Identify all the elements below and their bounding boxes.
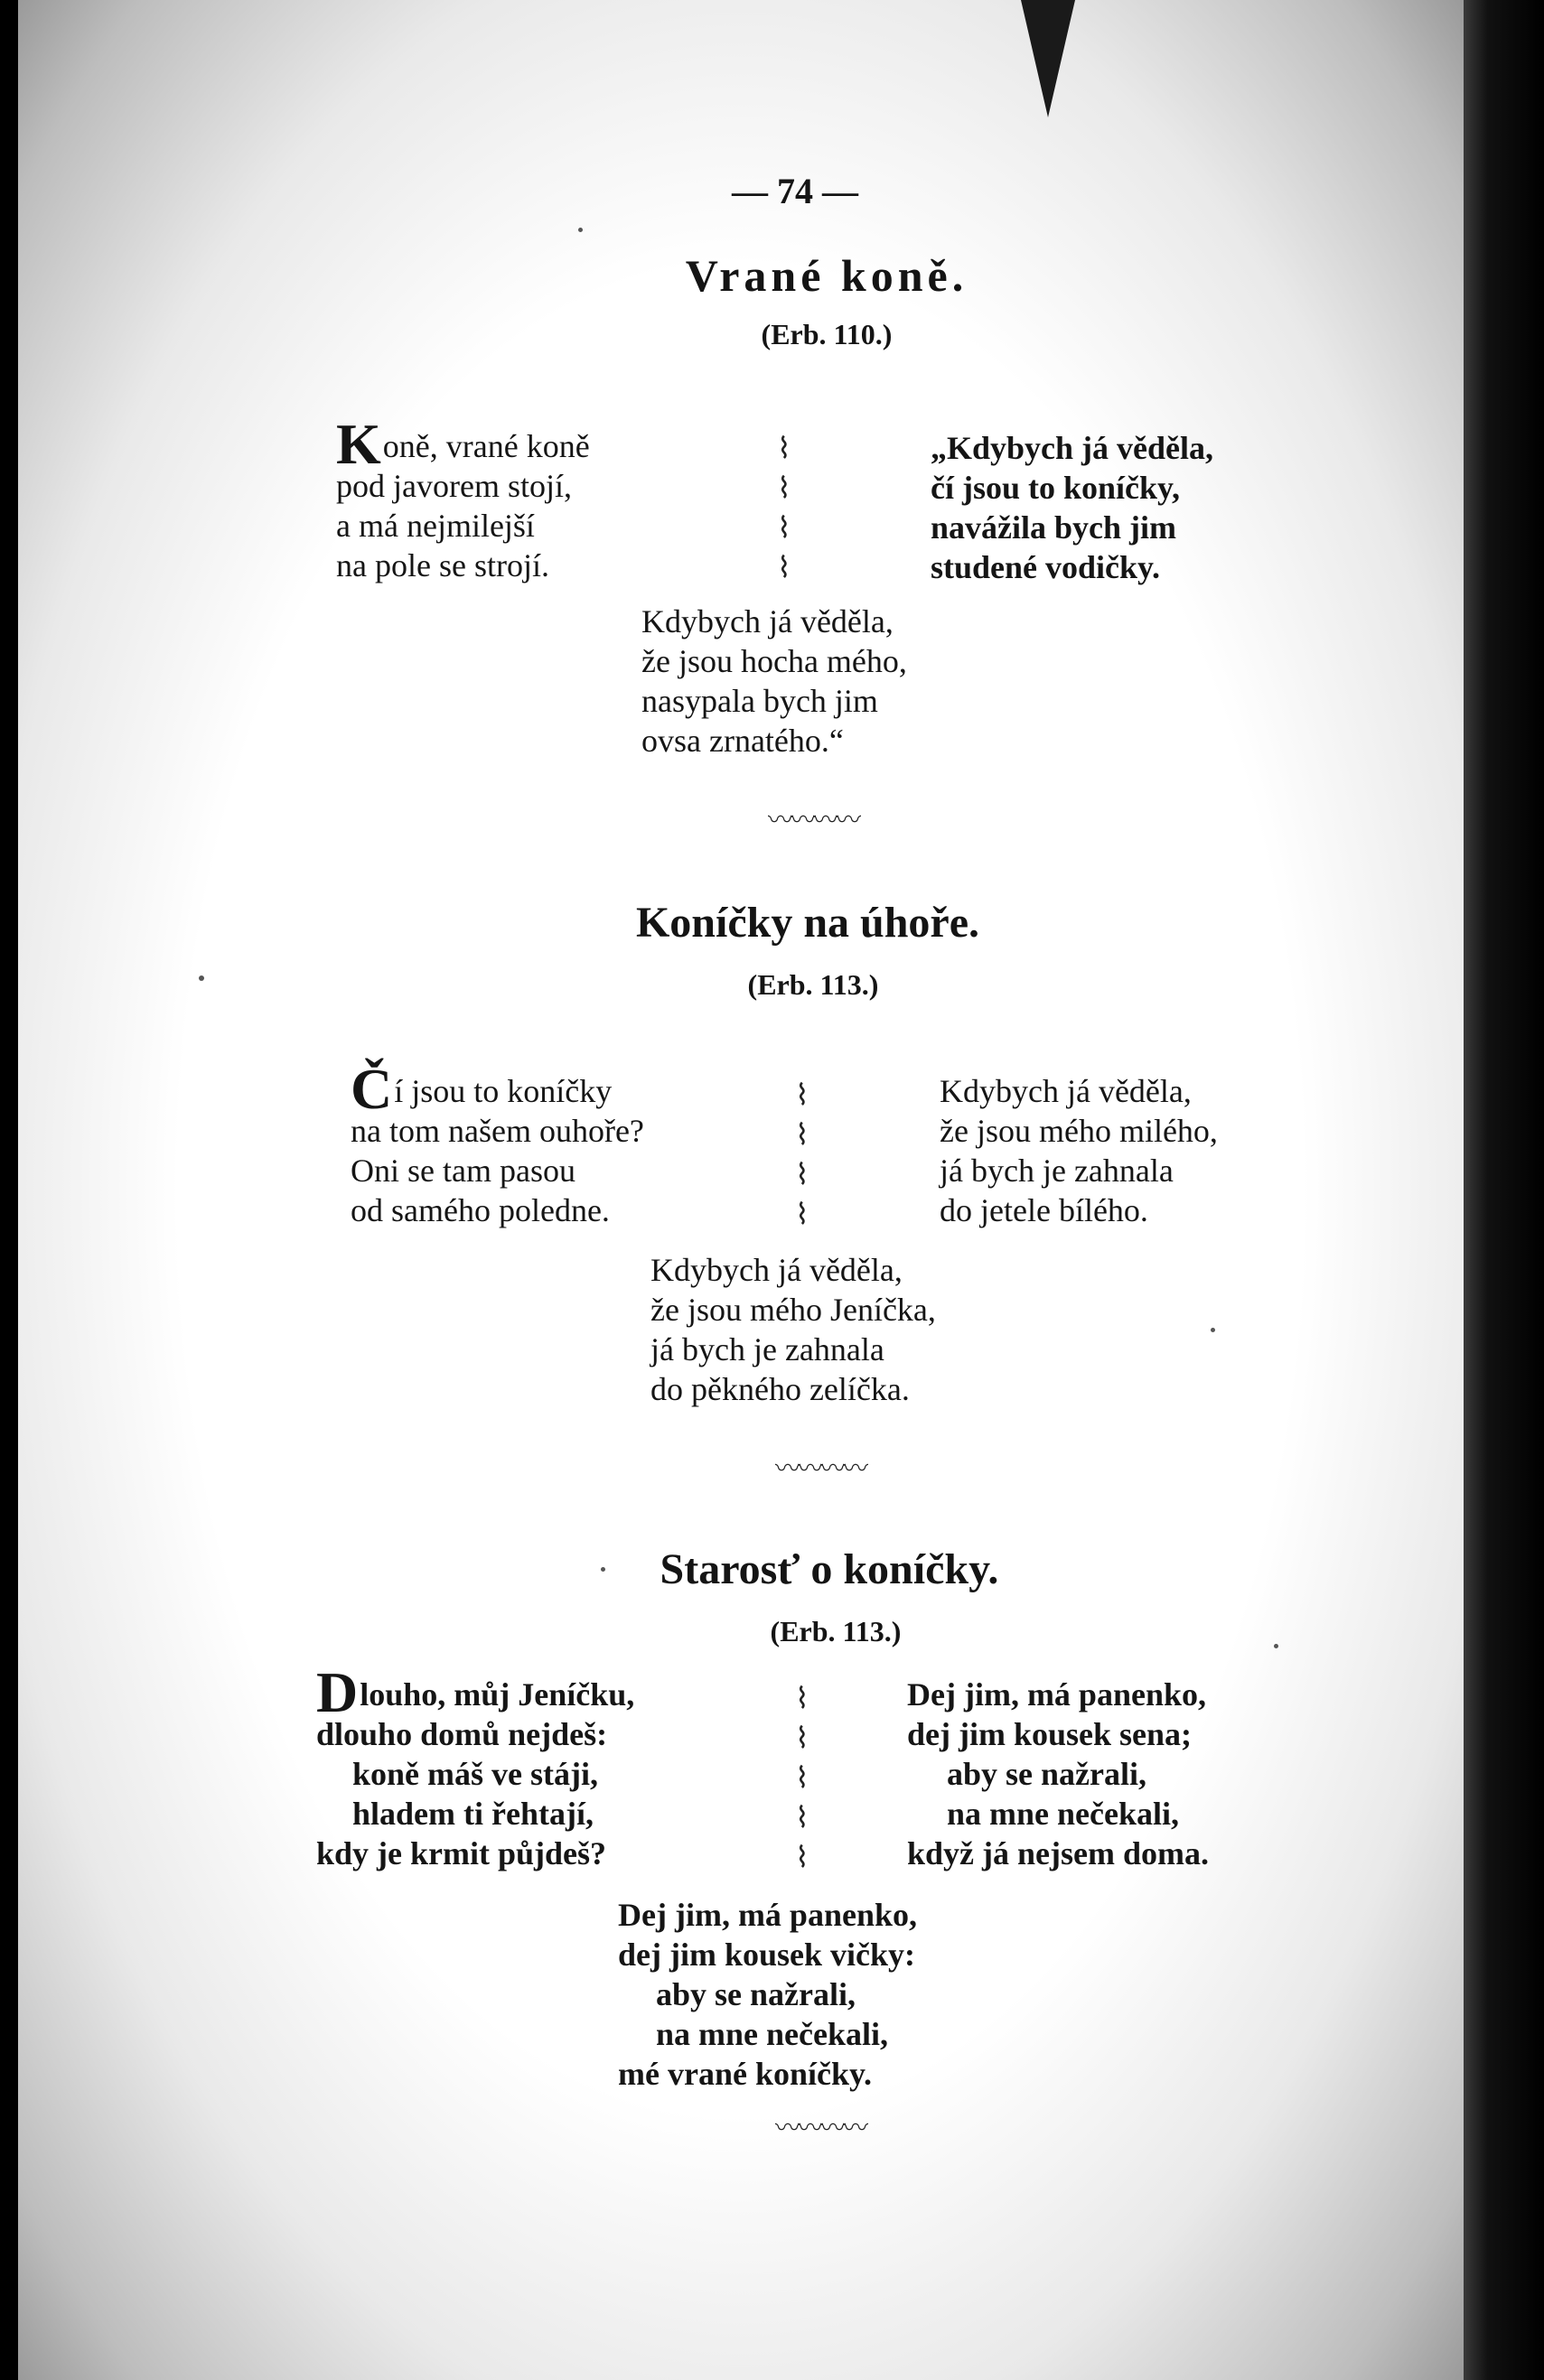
verse-line: ovsa zrnatého.“ [641, 723, 844, 759]
verse-line: Dej jim, má panenko, [618, 1897, 917, 1933]
stanza-right [940, 1071, 1218, 1230]
verse-line: mé vrané koníčky. [618, 2056, 873, 2092]
drop-cap: K [336, 412, 381, 476]
verse-line: do jetele bílého. [940, 1192, 1148, 1228]
stanza-right [931, 428, 1213, 587]
verse-line: nasypala bych jim [641, 683, 878, 719]
ornament-divider: 〰〰〰〰 [774, 1453, 866, 1483]
verse-line: do pěkného zelíčka. [650, 1371, 910, 1407]
scan-speck [601, 1567, 605, 1572]
verse-line: dej jim kousek vičky: [618, 1937, 916, 1973]
verse-line: čí jsou to koníčky, [931, 470, 1181, 506]
verse-line: Dlouho, můj Jeníčku, [316, 1660, 635, 1724]
brace-column: ⌇ ⌇ ⌇ ⌇ ⌇ [795, 1681, 809, 1874]
verse-line: že jsou mého milého, [940, 1113, 1218, 1149]
verse-line: a má nejmilejší [336, 508, 535, 544]
poem-title-konicky-na-uhore: Koníčky na úhoře. [635, 899, 980, 947]
drop-cap: Č [351, 1057, 393, 1121]
verse-line: Dej jim, má panenko, [907, 1676, 1206, 1713]
drop-cap: D [316, 1660, 359, 1724]
verse-line: hladem ti řehtají, [352, 1796, 594, 1832]
verse-line: na mne nečekali, [656, 2016, 888, 2052]
verse-line: Oni se tam pasou [351, 1153, 575, 1189]
verse-line: Čí jsou to koníčky [351, 1057, 613, 1121]
verse-line: Kdybych já věděla, [641, 603, 894, 639]
scan-speck [199, 975, 204, 981]
poem-title-starost-o-konicky: Starosť o koníčky. [660, 1545, 999, 1593]
verse-line: že jsou hocha mého, [641, 643, 907, 679]
verse-line: na mne nečekali, [947, 1796, 1179, 1832]
scan-speck [578, 228, 583, 232]
poem-reference: (Erb. 113.) [770, 1615, 902, 1647]
verse-line: na tom našem ouhoře? [351, 1113, 644, 1149]
verse-line: „Kdybych já věděla, [931, 430, 1214, 466]
verse-line: když já nejsem doma. [907, 1835, 1209, 1871]
ornament-divider: 〰〰〰〰 [767, 805, 858, 835]
brace-column: ⌇ ⌇ ⌇ ⌇ [777, 431, 791, 584]
verse-line: aby se nažrali, [947, 1756, 1146, 1792]
stanza-right [907, 1675, 1209, 1873]
verse-line: Koně, vrané koně [336, 412, 590, 476]
verse-line: navážila bych jim [931, 509, 1177, 546]
page-tear [1021, 0, 1075, 117]
verse-line: dlouho domů nejdeš: [316, 1716, 608, 1752]
poem-reference: (Erb. 110.) [761, 318, 893, 350]
verse-line: dej jim kousek sena; [907, 1716, 1193, 1752]
verse-line: na pole se strojí. [336, 547, 549, 583]
scan-speck [1274, 1644, 1278, 1648]
verse-line: od samého poledne. [351, 1192, 610, 1228]
book-page [18, 0, 1464, 2380]
stanza-left [351, 1057, 644, 1230]
verse-line: kdy je krmit půjdeš? [316, 1835, 607, 1871]
verse-line: já bych je zahnala [940, 1153, 1174, 1189]
verse-line: studené vodičky. [931, 549, 1161, 585]
poem-reference: (Erb. 113.) [747, 968, 879, 1001]
page-number: — 74 — [732, 171, 858, 211]
verse-line: že jsou mého Jeníčka, [650, 1292, 936, 1328]
verse-line: koně máš ve stáji, [352, 1756, 598, 1792]
verse-line: já bych je zahnala [650, 1331, 884, 1367]
stanza-left [336, 412, 590, 585]
verse-line: Kdybych já věděla, [650, 1252, 903, 1288]
stanza-center [641, 602, 907, 761]
scan-speck [1211, 1328, 1215, 1332]
ornament-divider: 〰〰〰〰 [774, 2113, 866, 2142]
page-edge-shadow [1464, 0, 1544, 2380]
stanza-center [618, 1895, 917, 2094]
verse-line: pod javorem stojí, [336, 468, 572, 504]
stanza-left [316, 1660, 635, 1873]
verse-line: aby se nažrali, [656, 1976, 856, 2012]
poem-title-vrane-kone: Vrané koně. [685, 250, 969, 301]
stanza-center [650, 1250, 936, 1409]
brace-column: ⌇ ⌇ ⌇ ⌇ [795, 1078, 809, 1231]
verse-line: Kdybych já věděla, [940, 1073, 1192, 1109]
